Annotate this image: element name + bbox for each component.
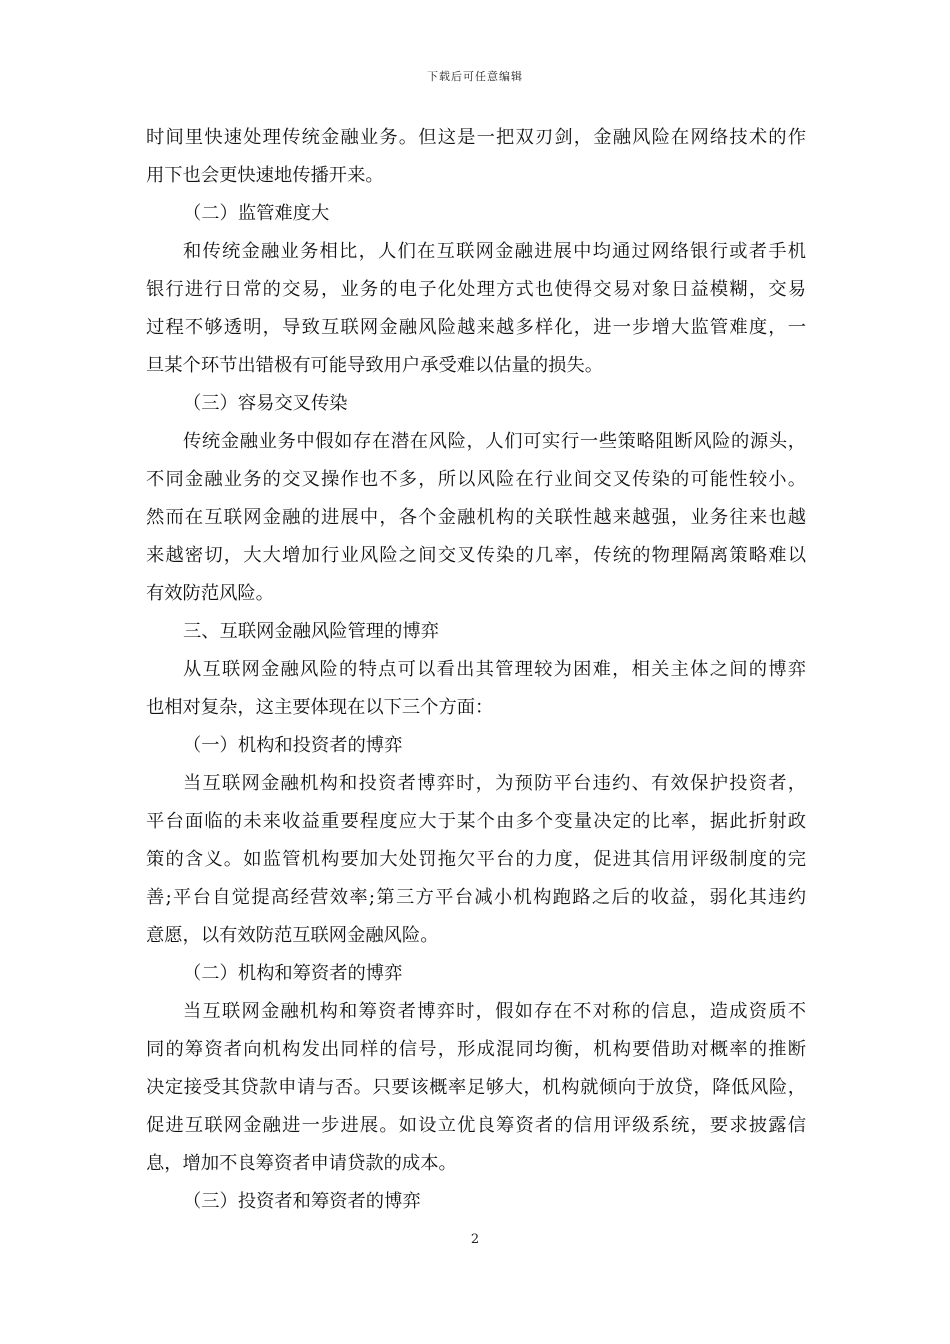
paragraph-line: 银行进行日常的交易，业务的电子化处理方式也使得交易对象日益模糊，交易 <box>146 279 806 300</box>
page-header-note: 下载后可任意编辑 <box>427 70 523 83</box>
paragraph-line: 过程不够透明，导致互联网金融风险越来越多样化，进一步增大监管难度，一 <box>146 317 806 338</box>
paragraph-line: 意愿，以有效防范互联网金融风险。 <box>146 925 439 946</box>
section-heading: （二）机构和筹资者的博弈 <box>183 963 403 984</box>
paragraph-line: 平台面临的未来收益重要程度应大于某个由多个变量决定的比率，据此折射政 <box>146 811 806 832</box>
paragraph-line: 同的筹资者向机构发出同样的信号，形成混同均衡，机构要借助对概率的推断 <box>146 1039 806 1060</box>
paragraph-line: 当互联网金融机构和投资者博弈时，为预防平台违约、有效保护投资者， <box>183 773 806 794</box>
document-body <box>146 119 806 1221</box>
section-heading: （一）机构和投资者的博弈 <box>183 735 403 756</box>
paragraph-line: 也相对复杂，这主要体现在以下三个方面： <box>146 697 494 718</box>
section-heading: （二）监管难度大 <box>183 203 330 224</box>
paragraph-line: 策的含义。如监管机构要加大处罚拖欠平台的力度，促进其信用评级制度的完 <box>146 849 806 870</box>
paragraph-line: 然而在互联网金融的进展中，各个金融机构的关联性越来越强，业务往来也越 <box>146 507 806 528</box>
paragraph-line: 传统金融业务中假如存在潜在风险，人们可实行一些策略阻断风险的源头， <box>183 431 806 452</box>
paragraph-line: 用下也会更快速地传播开来。 <box>146 165 384 186</box>
paragraph-line: 和传统金融业务相比，人们在互联网金融进展中均通过网络银行或者手机 <box>183 241 806 262</box>
paragraph-line: 决定接受其贷款申请与否。只要该概率足够大，机构就倾向于放贷，降低风险， <box>146 1077 806 1098</box>
paragraph-line: 息，增加不良筹资者申请贷款的成本。 <box>146 1153 457 1174</box>
paragraph-line: 善;平台自觉提高经营效率;第三方平台减小机构跑路之后的收益，弱化其违约 <box>146 887 806 908</box>
section-heading: （三）容易交叉传染 <box>183 393 348 414</box>
paragraph-line: 当互联网金融机构和筹资者博弈时，假如存在不对称的信息，造成资质不 <box>183 1001 806 1022</box>
page-number: 2 <box>470 1232 480 1247</box>
section-heading: （三）投资者和筹资者的博弈 <box>183 1191 421 1212</box>
paragraph-line: 不同金融业务的交叉操作也不多，所以风险在行业间交叉传染的可能性较小。 <box>146 469 806 490</box>
paragraph-line: 从互联网金融风险的特点可以看出其管理较为困难，相关主体之间的博弈 <box>183 659 806 680</box>
paragraph-line: 时间里快速处理传统金融业务。但这是一把双刃剑，金融风险在网络技术的作 <box>146 127 806 148</box>
paragraph-line: 来越密切，大大增加行业风险之间交叉传染的几率，传统的物理隔离策略难以 <box>146 545 806 566</box>
section-heading: 三、互联网金融风险管理的博弈 <box>183 621 439 642</box>
paragraph-line: 促进互联网金融进一步进展。如设立优良筹资者的信用评级系统，要求披露信 <box>146 1115 806 1136</box>
paragraph-line: 旦某个环节出错极有可能导致用户承受难以估量的损失。 <box>146 355 604 376</box>
paragraph-line: 有效防范风险。 <box>146 583 274 604</box>
